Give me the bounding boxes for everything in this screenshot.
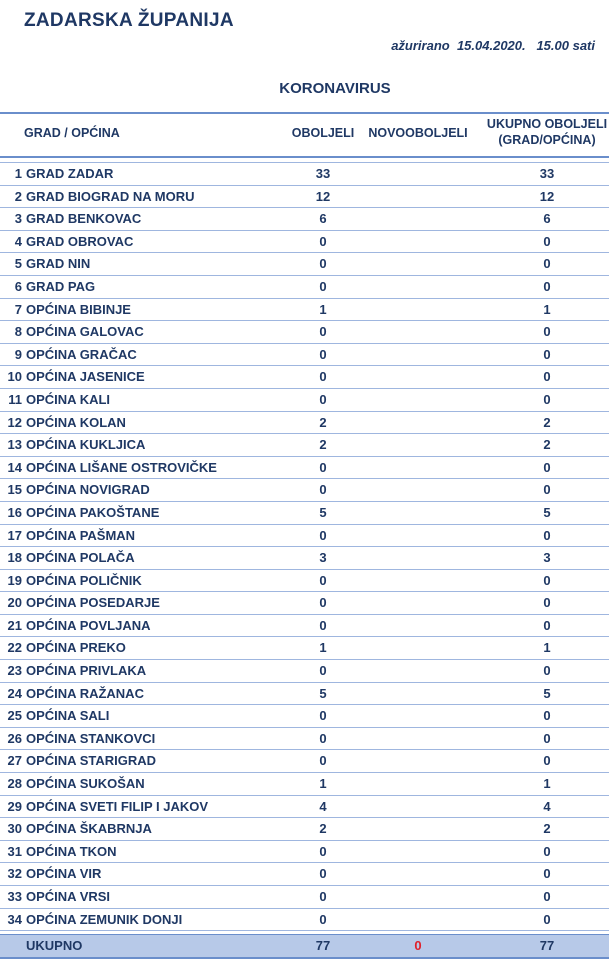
table-row (0, 592, 609, 615)
row-oboljeli: 0 (319, 324, 327, 340)
row-name: OPĆINA VIR (26, 866, 102, 882)
table-body (0, 162, 609, 931)
table-row (0, 208, 609, 231)
row-number: 17 (7, 527, 22, 543)
row-ukupno: 0 (543, 911, 551, 927)
row-oboljeli: 0 (319, 233, 327, 249)
row-ukupno: 0 (543, 369, 551, 385)
table-row (0, 457, 609, 480)
row-number: 2 (14, 188, 22, 204)
column-header-ukupno-line1: UKUPNO OBOLJELI (486, 117, 608, 131)
row-name: OPĆINA TKON (26, 843, 117, 859)
row-number: 3 (14, 211, 22, 227)
table-row (0, 344, 609, 367)
table-row (0, 683, 609, 706)
row-name: OPĆINA SUKOŠAN (26, 776, 145, 792)
row-name: OPĆINA LIŠANE OSTROVIČKE (26, 459, 217, 475)
row-ukupno: 0 (543, 324, 551, 340)
row-ukupno: 1 (543, 301, 551, 317)
row-oboljeli: 0 (319, 391, 327, 407)
row-ukupno: 0 (543, 256, 551, 272)
row-number: 16 (7, 504, 22, 520)
column-header-oboljeli: OBOLJELI (291, 126, 355, 140)
row-number: 22 (7, 640, 22, 656)
row-name: OPĆINA STARIGRAD (26, 753, 156, 769)
table-row (0, 773, 609, 796)
row-number: 28 (7, 776, 22, 792)
row-oboljeli: 0 (319, 256, 327, 272)
row-name: OPĆINA ŠKABRNJA (26, 821, 152, 837)
table-row (0, 412, 609, 435)
column-header-novooboljeli: NOVOOBOLJELI (368, 126, 468, 140)
row-ukupno: 1 (543, 640, 551, 656)
row-ukupno: 0 (543, 617, 551, 633)
table-row (0, 796, 609, 819)
table-row (0, 909, 609, 932)
row-number: 1 (14, 166, 22, 181)
row-name: OPĆINA POLAČA (26, 550, 135, 566)
row-name: OPĆINA POLIČNIK (26, 572, 142, 588)
row-name: OPĆINA RAŽANAC (26, 685, 144, 701)
row-name: OPĆINA VRSI (26, 889, 111, 904)
row-name: OPĆINA PAKOŠTANE (26, 504, 160, 520)
row-name: OPĆINA ZEMUNIK DONJI (26, 911, 183, 927)
table-row (0, 321, 609, 344)
row-number: 9 (14, 346, 22, 362)
table-row (0, 502, 609, 525)
row-oboljeli: 0 (319, 753, 327, 769)
row-ukupno: 1 (543, 776, 551, 792)
row-oboljeli: 5 (319, 685, 327, 701)
row-name: OPĆINA KUKLJICA (26, 437, 146, 453)
row-oboljeli: 33 (315, 166, 331, 181)
total-row (0, 934, 609, 959)
row-oboljeli: 0 (319, 730, 327, 746)
row-number: 30 (7, 821, 22, 837)
row-number: 19 (7, 572, 22, 588)
row-number: 21 (7, 617, 22, 633)
row-oboljeli: 0 (319, 346, 327, 362)
row-oboljeli: 0 (319, 595, 327, 611)
table-row (0, 366, 609, 389)
row-number: 23 (7, 663, 22, 679)
row-ukupno: 0 (543, 572, 551, 588)
table-row (0, 570, 609, 593)
row-oboljeli: 0 (319, 482, 327, 498)
row-ukupno: 5 (543, 504, 551, 520)
row-ukupno: 0 (543, 866, 551, 882)
row-oboljeli: 2 (319, 821, 327, 837)
row-oboljeli: 6 (319, 211, 327, 227)
row-name: OPĆINA PREKO (26, 640, 126, 656)
row-number: 27 (7, 753, 22, 769)
table-row (0, 299, 609, 322)
row-ukupno: 0 (543, 482, 551, 498)
table-row (0, 434, 609, 457)
row-oboljeli: 2 (319, 414, 327, 430)
row-name: OPĆINA POSEDARJE (26, 595, 160, 611)
row-number: 29 (7, 798, 22, 814)
table-row (0, 231, 609, 254)
row-name: GRAD PAG (26, 278, 96, 294)
row-number: 25 (7, 708, 22, 724)
row-ukupno: 2 (543, 821, 551, 837)
row-oboljeli: 0 (319, 889, 327, 904)
row-number: 4 (14, 233, 22, 249)
row-name: OPĆINA BIBINJE (26, 301, 131, 317)
total-label: UKUPNO (26, 938, 83, 953)
row-name: GRAD NIN (26, 256, 91, 272)
row-name: GRAD BIOGRAD NA MORU (26, 188, 195, 204)
row-oboljeli: 0 (319, 708, 327, 724)
row-ukupno: 0 (543, 459, 551, 475)
row-name: OPĆINA KALI (26, 391, 111, 407)
row-number: 5 (14, 256, 22, 272)
updated-timestamp: ažurirano 15.04.2020. 15.00 sati (391, 38, 595, 53)
row-name: GRAD ZADAR (26, 166, 114, 181)
row-ukupno: 0 (543, 278, 551, 294)
row-oboljeli: 2 (319, 437, 327, 453)
row-name: OPĆINA SALI (26, 708, 110, 724)
row-number: 33 (7, 889, 22, 904)
row-oboljeli: 0 (319, 617, 327, 633)
row-name: GRAD OBROVAC (26, 233, 134, 249)
row-ukupno: 0 (543, 708, 551, 724)
row-ukupno: 2 (543, 414, 551, 430)
row-name: OPĆINA GALOVAC (26, 324, 144, 340)
row-name: OPĆINA JASENICE (26, 369, 145, 385)
row-number: 11 (8, 391, 22, 407)
row-oboljeli: 0 (319, 459, 327, 475)
table-row (0, 547, 609, 570)
row-oboljeli: 0 (319, 663, 327, 679)
row-oboljeli: 0 (319, 278, 327, 294)
row-number: 8 (14, 324, 22, 340)
row-ukupno: 0 (543, 663, 551, 679)
row-number: 7 (14, 301, 22, 317)
column-header-ukupno (486, 116, 608, 148)
table-row (0, 389, 609, 412)
row-oboljeli: 3 (319, 550, 327, 566)
row-number: 32 (7, 866, 22, 882)
table-row (0, 750, 609, 773)
row-number: 26 (7, 730, 22, 746)
row-oboljeli: 0 (319, 369, 327, 385)
total-oboljeli: 77 (315, 938, 331, 953)
row-ukupno: 0 (543, 346, 551, 362)
table-row (0, 615, 609, 638)
row-oboljeli: 0 (319, 911, 327, 927)
row-oboljeli: 12 (315, 188, 331, 204)
row-oboljeli: 0 (319, 843, 327, 859)
table-row (0, 660, 609, 683)
row-name: OPĆINA NOVIGRAD (26, 482, 150, 498)
row-ukupno: 0 (543, 889, 551, 904)
table-row (0, 705, 609, 728)
row-number: 14 (7, 459, 22, 475)
row-number: 6 (14, 278, 22, 294)
row-name: OPĆINA POVLJANA (26, 617, 151, 633)
row-ukupno: 2 (543, 437, 551, 453)
table-row (0, 886, 609, 909)
row-ukupno: 4 (543, 798, 551, 814)
row-number: 34 (7, 911, 22, 927)
table-row (0, 162, 609, 186)
table-row (0, 525, 609, 548)
row-oboljeli: 0 (319, 527, 327, 543)
row-oboljeli: 5 (319, 504, 327, 520)
row-ukupno: 33 (539, 166, 555, 181)
page-title: ZADARSKA ŽUPANIJA (24, 10, 234, 31)
row-oboljeli: 0 (319, 572, 327, 588)
row-ukupno: 0 (543, 730, 551, 746)
row-oboljeli: 0 (319, 866, 327, 882)
row-ukupno: 0 (543, 753, 551, 769)
row-ukupno: 5 (543, 685, 551, 701)
table-subtitle: KORONAVIRUS (279, 80, 391, 97)
row-oboljeli: 1 (319, 301, 327, 317)
table-row (0, 728, 609, 751)
total-novooboljeli: 0 (414, 938, 422, 953)
row-name: OPĆINA PRIVLAKA (26, 663, 147, 679)
table-row (0, 479, 609, 502)
row-ukupno: 0 (543, 595, 551, 611)
table-row (0, 186, 609, 209)
row-ukupno: 0 (543, 527, 551, 543)
table-row (0, 841, 609, 864)
total-ukupno: 77 (539, 938, 555, 953)
row-number: 15 (7, 482, 22, 498)
row-name: OPĆINA GRAČAC (26, 346, 137, 362)
row-number: 12 (7, 414, 22, 430)
row-ukupno: 0 (543, 233, 551, 249)
row-name: OPĆINA SVETI FILIP I JAKOV (26, 798, 209, 814)
row-name: GRAD BENKOVAC (26, 211, 142, 227)
row-ukupno: 12 (539, 188, 555, 204)
table-row (0, 637, 609, 660)
table-row (0, 276, 609, 299)
table-header (0, 112, 609, 158)
row-oboljeli: 1 (319, 640, 327, 656)
row-number: 20 (7, 595, 22, 611)
row-ukupno: 0 (543, 391, 551, 407)
row-number: 18 (7, 550, 22, 566)
row-number: 13 (7, 437, 22, 453)
row-ukupno: 6 (543, 211, 551, 227)
table-row (0, 253, 609, 276)
row-name: OPĆINA STANKOVCI (26, 730, 156, 746)
column-header-ukupno-line2: (GRAD/OPĆINA) (498, 133, 596, 147)
row-name: OPĆINA PAŠMAN (26, 527, 136, 543)
row-oboljeli: 1 (319, 776, 327, 792)
table-row (0, 863, 609, 886)
row-oboljeli: 4 (319, 798, 327, 814)
column-header-name: GRAD / OPĆINA (24, 126, 120, 140)
row-number: 31 (7, 843, 22, 859)
row-number: 24 (7, 685, 22, 701)
row-ukupno: 3 (543, 550, 551, 566)
row-name: OPĆINA KOLAN (26, 414, 126, 430)
row-ukupno: 0 (543, 843, 551, 859)
row-number: 10 (7, 369, 22, 385)
table-row (0, 818, 609, 841)
